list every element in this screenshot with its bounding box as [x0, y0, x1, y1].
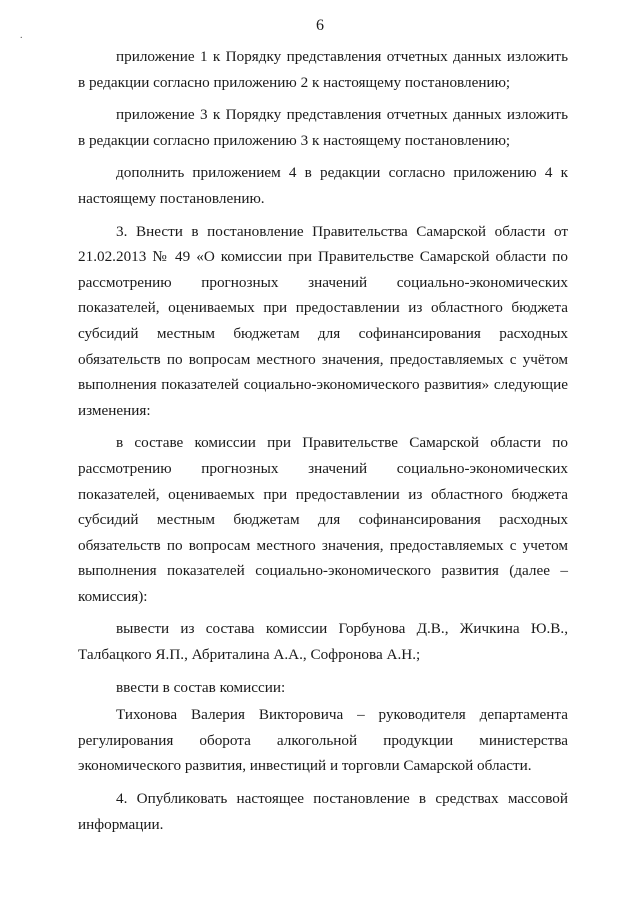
paragraph-new-member: Тихонова Валерия Викторовича – руководителя департамента регулирования оборота алкогольной продукции министерства экономического развития, инвестиций и торговли Самарской области. — [78, 706, 568, 775]
paragraph-remove-members: вывести из состава комиссии Горбунова Д.В., Жичкина Ю.В., Талбацкого Я.П., Абриталина А.А., Софронова А.Н.; — [78, 620, 568, 664]
page-number: 6 — [316, 17, 324, 34]
paragraph-commission-composition: в составе комиссии при Правительстве Самарской области по рассмотрению прогнозных значений социально-экономических показателей, оцениваемых при предоставлении из областного бюджета субсидий местным бюджетам для софинансирования расходных обязательств по вопросам местного значения, предоставляемых с учетом выполнения показателей социально-экономического развития (далее – комиссия): — [78, 434, 568, 605]
paragraph-item-4: 4. Опубликовать настоящее постановление в средствах массовой информации. — [78, 790, 568, 833]
paragraph-add-members: ввести в состав комиссии: — [116, 678, 286, 696]
paragraph-appendix-3: приложение 3 к Порядку представления отчетных данных изложить в редакции согласно приложению 3 к настоящему постановлению; — [78, 106, 568, 149]
paragraph-appendix-4: дополнить приложением 4 в редакции согласно приложению 4 к настоящему постановлению. — [78, 164, 568, 207]
corner-mark: . — [20, 30, 23, 41]
document-body — [78, 44, 568, 844]
paragraph-appendix-1: приложение 1 к Порядку представления отчетных данных изложить в редакции согласно приложению 2 к настоящему постановлению; — [78, 48, 568, 91]
paragraph-item-3: 3. Внести в постановление Правительства Самарской области от 21.02.2013 № 49 «О комиссии при Правительстве Самарской области по рассмотрению прогнозных значений социально-экономических показателей, оцениваемых при предоставлении из областного бюджета субсидий местным бюджетам для софинансирования расходных обязательств по вопросам местного значения, предоставляемых с учётом выполнения показателей социально-экономического развития» следующие изменения: — [78, 222, 568, 419]
